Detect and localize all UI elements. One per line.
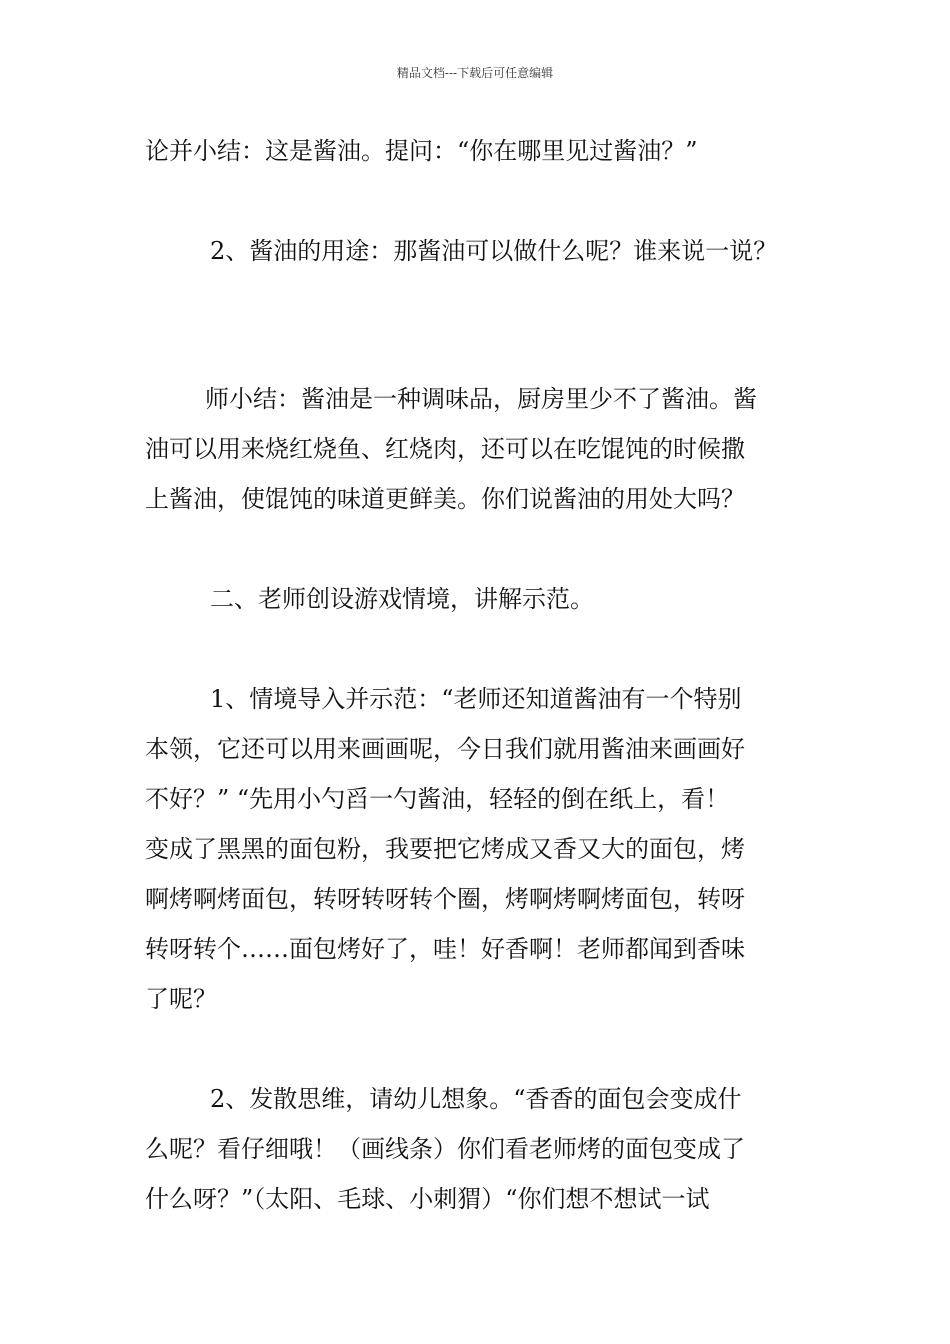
text-line: 本领，它还可以用来画画呢，今日我们就用酱油来画画好 (145, 735, 745, 763)
text-line: 上酱油，使馄饨的味道更鲜美。你们说酱油的用处大吗？ (145, 485, 745, 513)
text-line: 了呢？ (145, 985, 217, 1013)
text-line: 啊烤啊烤面包，转呀转呀转个圈，烤啊烤啊烤面包，转呀 (145, 885, 745, 913)
text-line: 么呢？看仔细哦！（画线条）你们看老师烤的面包变成了 (145, 1135, 745, 1163)
text-line: 不好？” “先用小勺舀一勺酱油，轻轻的倒在纸上，看！ (145, 785, 730, 813)
text-line: 什么呀？”（太阳、毛球、小刺猬）“你们想不想试一试 (145, 1185, 710, 1213)
text-line: 二、老师创设游戏情境，讲解示范。 (210, 585, 594, 613)
text-line: 师小结：酱油是一种调味品，厨房里少不了酱油。酱 (205, 385, 757, 413)
text-line: 2、发散思维，请幼儿想象。“香香的面包会变成什 (210, 1085, 742, 1113)
text-line: 油可以用来烧红烧鱼、红烧肉，还可以在吃馄饨的时候撒 (145, 435, 745, 463)
text-line: 变成了黑黑的面包粉，我要把它烤成又香又大的面包，烤 (145, 835, 745, 863)
text-line: 论并小结：这是酱油。提问：“你在哪里见过酱油？” (145, 137, 698, 165)
text-line: 2、酱油的用途：那酱油可以做什么呢？谁来说一说？ (210, 237, 778, 265)
page-header: 精品文档---下载后可任意编辑 (396, 66, 554, 80)
text-line: 转呀转个……面包烤好了，哇！好香啊！老师都闻到香味 (145, 935, 745, 963)
text-line: 1、情境导入并示范：“老师还知道酱油有一个特别 (210, 685, 742, 713)
